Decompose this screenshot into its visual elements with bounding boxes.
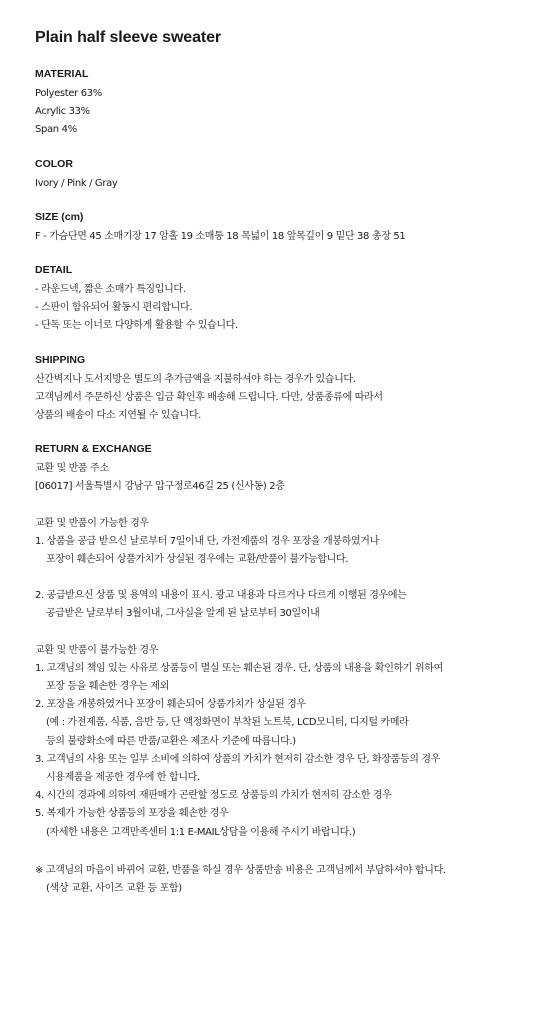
shipping-section [35, 353, 530, 426]
product-title: Plain half sleeve sweater [35, 29, 222, 46]
impossible-item-continued: 시용제품을 제공한 경우에 한 합니다. [46, 772, 200, 784]
possible-item: 2. 공급받으신 상품 및 용역의 내용이 표시. 광고 내용과 다르거나 다르게 이행된 경우에는 [35, 590, 407, 602]
impossible-item-continued: (예 : 가전제품, 식품, 음반 등, 단 액정화면이 부착된 노트북, LCD모니터, 디지털 카메라 [46, 717, 409, 729]
material-line: Polyester 63% [35, 88, 102, 99]
return-address-label: 교환 및 반품 주소 [35, 463, 109, 475]
detail-line: - 라운드넥, 짧은 소매가 특징입니다. [35, 284, 186, 296]
impossible-item: 1. 고객님의 책임 있는 사유로 상품등이 멸실 또는 훼손된 경우. 단, 상품의 내용을 확인하기 위하여 [35, 662, 443, 674]
detail-section [35, 263, 530, 336]
size-line: F - 가슴단면 45 소매기장 17 암홀 19 소매통 18 목넓이 18 앞목깊이 9 밑단 38 총장 51 [35, 230, 406, 242]
impossible-item: 4. 시간의 경과에 의하여 재판매가 곤란할 정도로 상품등의 가치가 현저히 감소한 경우 [35, 790, 392, 802]
shipping-line: 상품의 배송이 다소 지연될 수 있습니다. [35, 410, 201, 422]
color-line: Ivory / Pink / Gray [35, 177, 118, 189]
material-line: Acrylic 33% [35, 106, 90, 118]
detail-line: - 단독 또는 이너로 다양하게 활용할 수 있습니다. [35, 320, 238, 332]
material-line: Span 4% [35, 124, 77, 136]
detail-line: - 스판이 함유되어 활동시 편리합니다. [35, 302, 193, 314]
possible-heading: 교환 및 반품이 가능한 경우 [35, 517, 149, 529]
shipping-line: 고객님께서 주문하신 상품은 입금 확인후 배송해 드립니다. 다만, 상품종류에 따라서 [35, 391, 383, 403]
impossible-item-continued: 등의 불량화소에 따른 반품/교환은 제조사 기준에 따릅니다.) [46, 735, 296, 747]
impossible-item-continued: (자세한 내용은 고객만족센터 1:1 E-MAIL상담을 이용해 주시기 바랍니다.) [46, 826, 356, 838]
shipping-heading: SHIPPING [35, 353, 86, 366]
return-address: [06017] 서울특별시 강남구 압구정로46길 25 (신사동) 2층 [35, 481, 285, 493]
possible-item-continued: 포장이 훼손되어 상품가치가 상실된 경우에는 교환/반품이 불가능합니다. [46, 554, 349, 566]
material-heading: MATERIAL [35, 68, 89, 80]
size-section [35, 210, 530, 246]
return-heading: RETURN & EXCHANGE [35, 443, 152, 456]
impossible-item: 2. 포장을 개봉하였거나 포장이 훼손되어 상품가치가 상실된 경우 [35, 699, 306, 711]
impossible-item-continued: 포장 등을 훼손한 경우는 제외 [46, 681, 170, 693]
return-section [35, 442, 530, 898]
possible-item-continued: 공급받은 날로부터 3월이내, 그사실을 알게 된 날로부터 30일이내 [46, 608, 320, 620]
color-heading: COLOR [35, 157, 73, 170]
impossible-heading: 교환 및 반품이 불가능한 경우 [35, 644, 159, 656]
size-heading: SIZE (cm) [35, 210, 84, 223]
possible-item: 1. 상품을 공급 받으신 날로부터 7일이내 단, 가전제품의 경우 포장을 개봉하였거나 [35, 535, 379, 547]
return-notice: ※ 고객님의 마음이 바뀌어 교환, 반품을 하실 경우 상품반송 비용은 고객님께서 부담하셔야 합니다. [35, 864, 446, 876]
color-section [35, 157, 530, 193]
return-notice-continued: (색상 교환, 사이즈 교환 등 포함) [46, 883, 182, 895]
detail-heading: DETAIL [35, 264, 73, 277]
material-section [35, 67, 530, 140]
shipping-line: 산간벽지나 도서지방은 별도의 추가금액을 지불하셔야 하는 경우가 있습니다. [35, 373, 356, 385]
impossible-item: 5. 복제가 가능한 상품등의 포장을 훼손한 경우 [35, 808, 229, 820]
impossible-item: 3. 고객님의 사용 또는 일부 소비에 의하여 상품의 가치가 현저히 감소한 경우 단, 화장품등의 경우 [35, 753, 441, 765]
